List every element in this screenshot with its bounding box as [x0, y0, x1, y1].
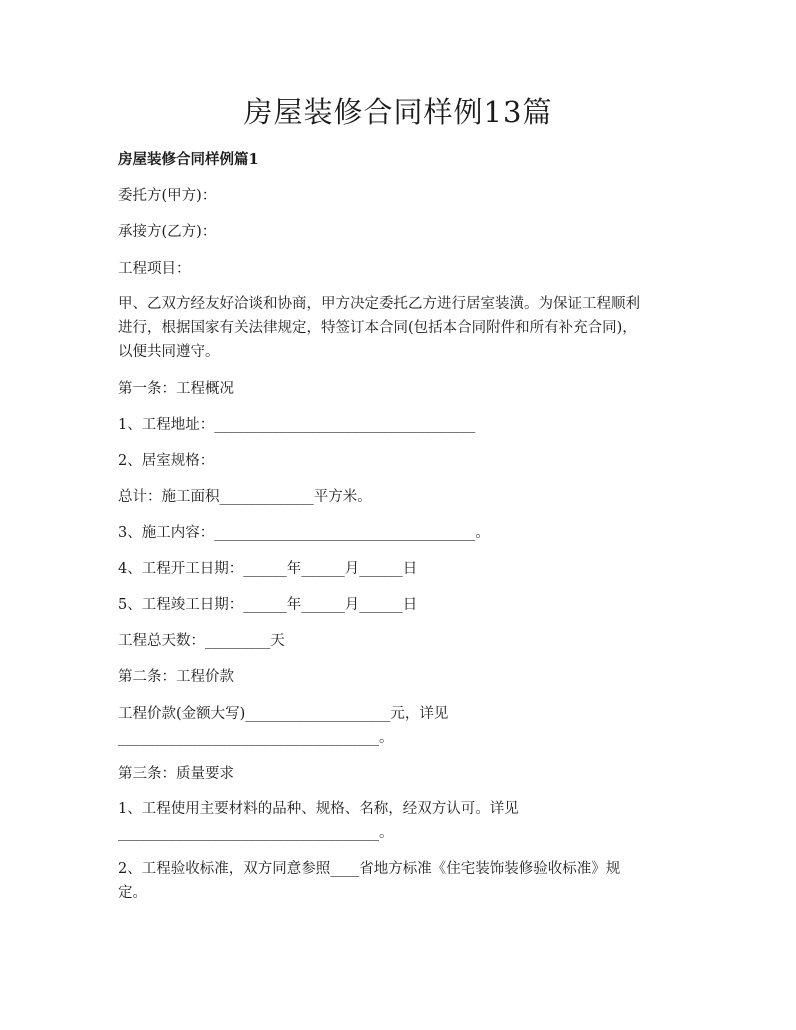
quality-paragraph-1: [118, 797, 698, 845]
quality-paragraph-2: [118, 857, 698, 905]
total-area-line: 总计：施工面积_____________平方米。: [118, 489, 372, 505]
quality-line: ____________________________________。: [118, 825, 394, 841]
article-3-heading: 第三条：质量要求: [118, 766, 234, 782]
room-spec-line: 2、居室规格：: [118, 453, 215, 469]
project-line: 工程项目：: [118, 261, 191, 277]
quality-line: 1、工程使用主要材料的品种、规格、名称，经双方认可。详见: [118, 801, 519, 817]
party-b-line: 承接方(乙方)：: [118, 224, 217, 240]
quality-line: 2、工程验收标准，双方同意参照____省地方标准《住宅装饰装修验收标准》规: [118, 861, 621, 877]
content-line: 3、施工内容：____________________________________。: [118, 525, 490, 541]
price-paragraph: [118, 702, 698, 750]
document-title: 房屋装修合同样例13篇: [243, 95, 553, 129]
article-2-heading: 第二条：工程价款: [118, 669, 234, 685]
end-date-line: 5、工程竣工日期：______年______月______日: [118, 597, 418, 613]
total-days-line: 工程总天数：_________天: [118, 633, 285, 649]
intro-paragraph: [118, 292, 698, 364]
section-heading: 房屋装修合同样例篇1: [118, 151, 259, 168]
quality-line: 定。: [118, 885, 147, 901]
article-1-heading: 第一条：工程概况: [118, 381, 234, 397]
intro-line: 进行，根据国家有关法律规定，特签订本合同(包括本合同附件和所有补充合同)，: [118, 320, 637, 336]
intro-line: 甲、乙双方经友好洽谈和协商，甲方决定委托乙方进行居室装潢。为保证工程顺利: [118, 296, 640, 312]
start-date-line: 4、工程开工日期：______年______月______日: [118, 561, 418, 577]
price-line: 工程价款(金额大写)____________________元，详见: [118, 706, 449, 722]
intro-line: 以便共同遵守。: [118, 344, 220, 360]
address-line: 1、工程地址：____________________________________: [118, 417, 476, 433]
price-line: ____________________________________。: [118, 730, 394, 746]
party-a-line: 委托方(甲方)：: [118, 188, 217, 204]
